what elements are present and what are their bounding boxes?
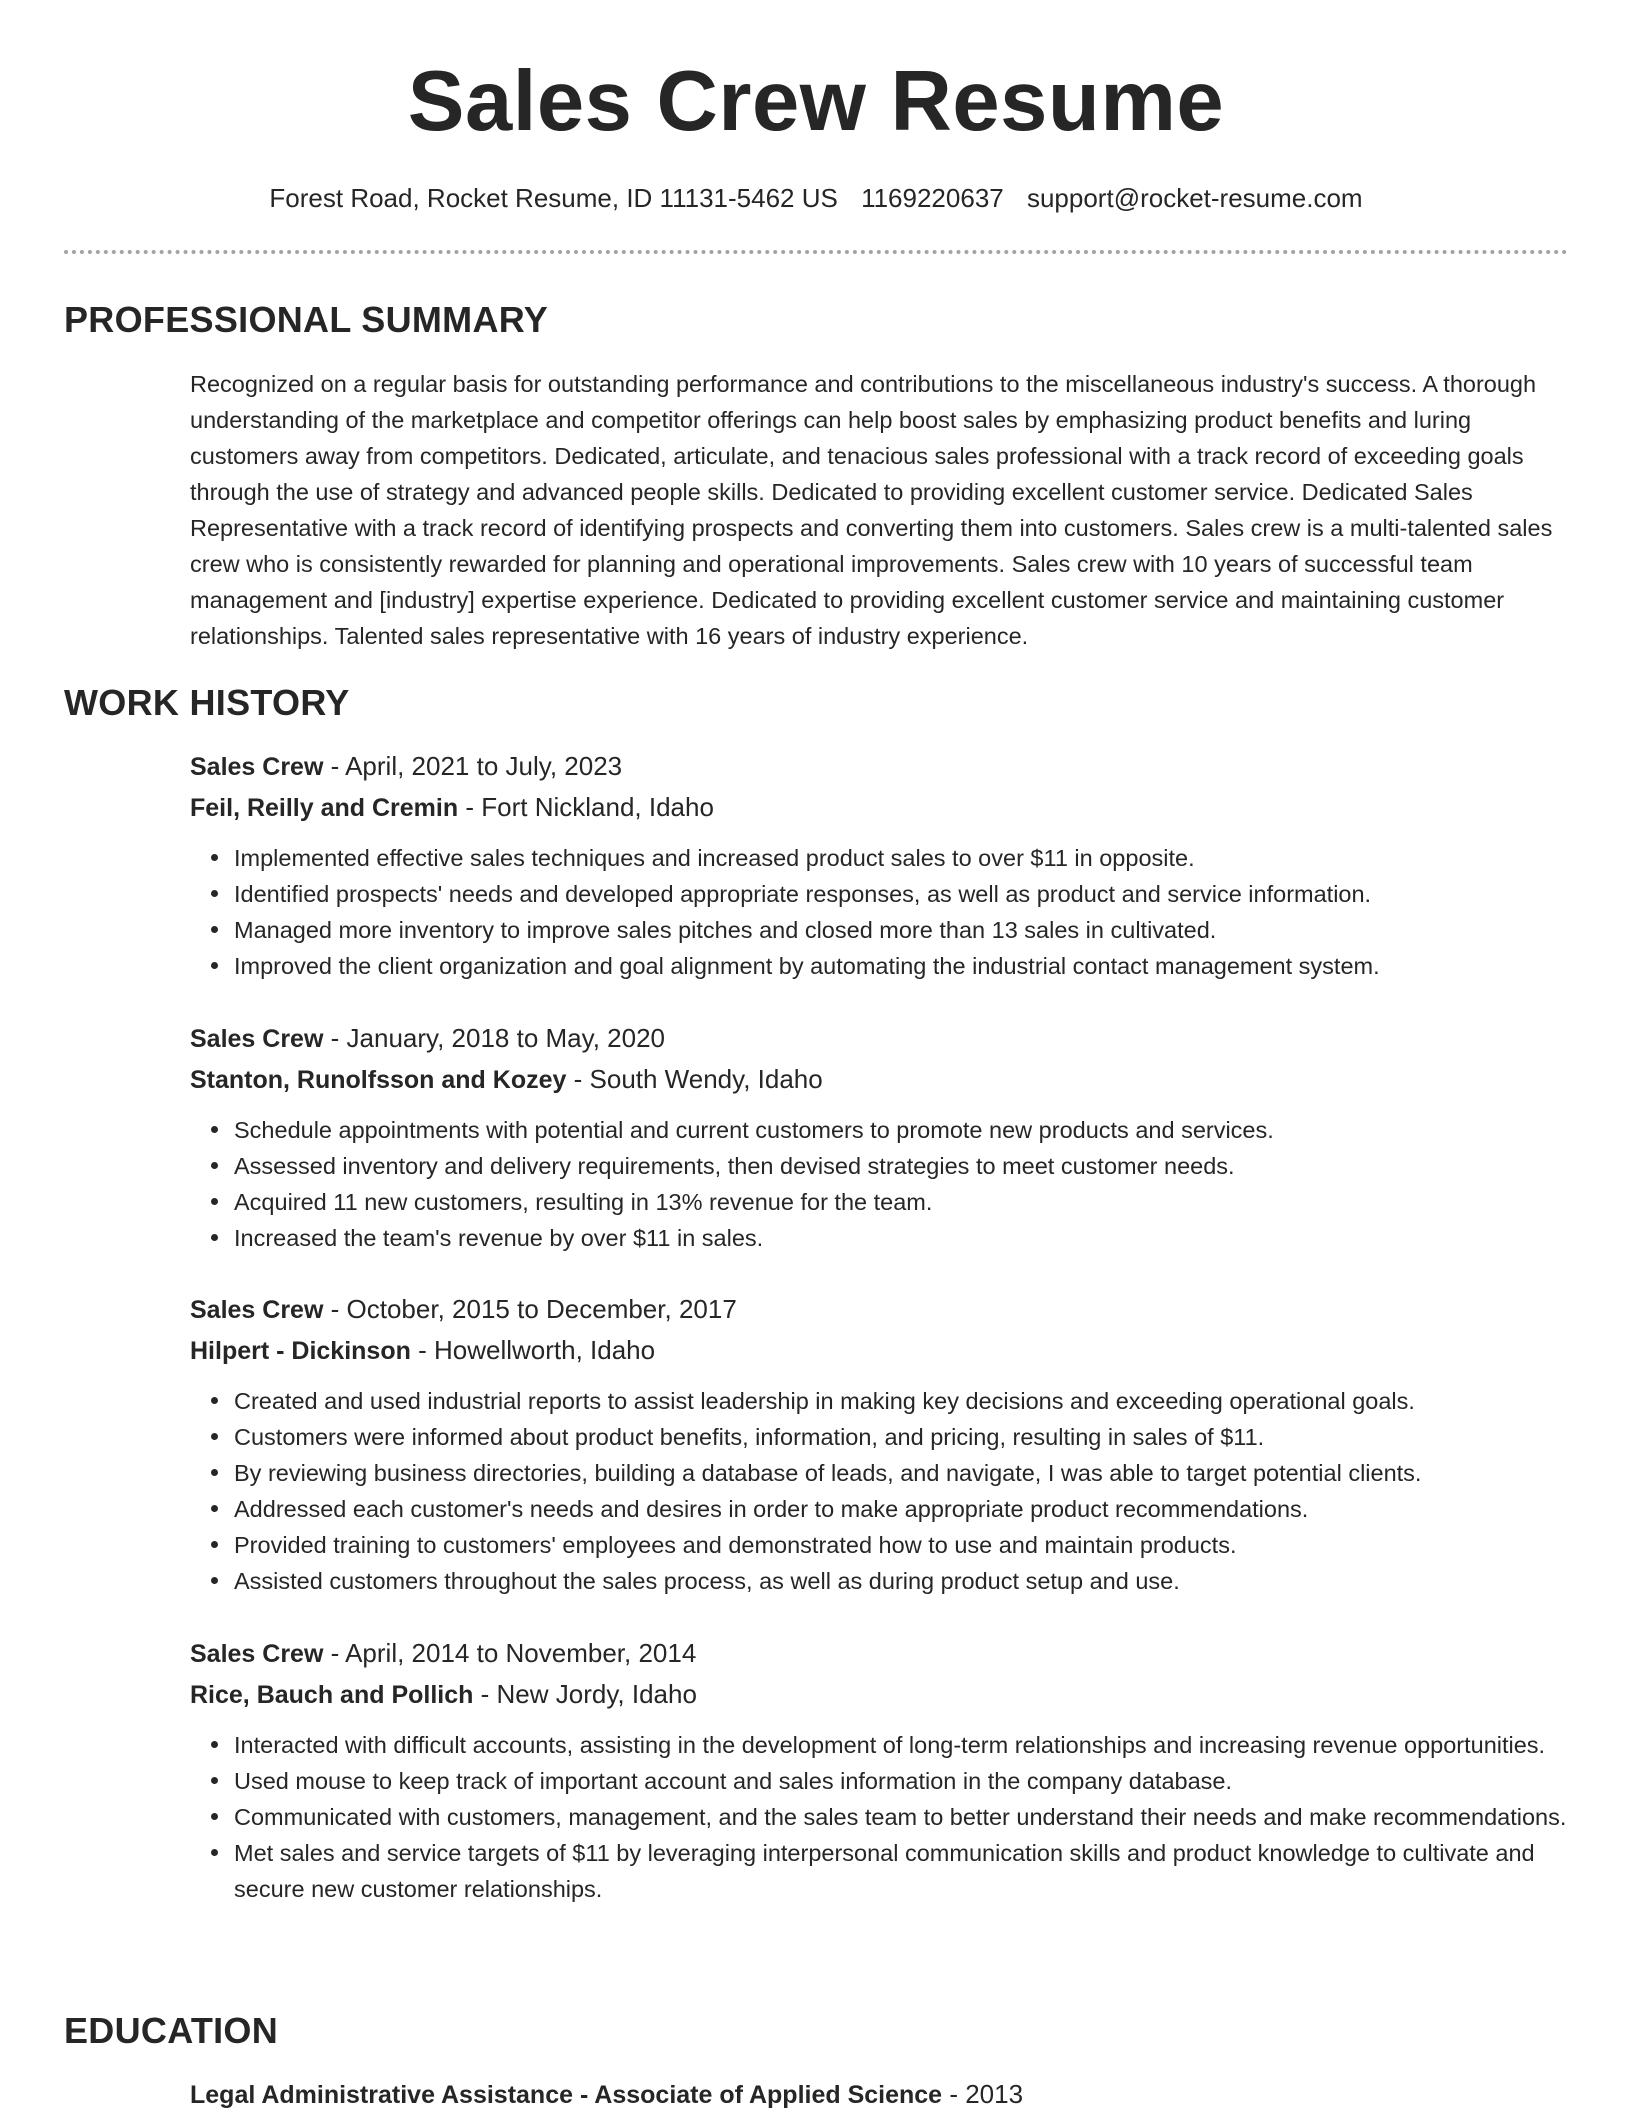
- job-title-line: [190, 746, 1570, 787]
- job-company: Feil, Reilly and Cremin: [190, 794, 459, 822]
- education-heading: EDUCATION: [64, 2010, 279, 2051]
- contact-line: [0, 180, 1632, 216]
- job-bullets: [190, 1112, 1570, 1256]
- job-location: - South Wendy, Idaho: [566, 1064, 823, 1094]
- job-bullet: Increased the team's revenue by over $11 in sales.: [234, 1220, 1570, 1256]
- job-bullet: Created and used industrial reports to assist leadership in making key decisions and exceeding operational goals.: [234, 1383, 1570, 1419]
- job-entry: [190, 746, 1570, 984]
- job-dates: - January, 2018 to May, 2020: [323, 1023, 665, 1053]
- contact-phone: 1169220637: [861, 183, 1004, 213]
- job-bullet: Addressed each customer's needs and desires in order to make appropriate product recommendations.: [234, 1491, 1570, 1527]
- job-bullet: Met sales and service targets of $11 by leveraging interpersonal communication skills and product knowledge to cultivate and secure new customer relationships.: [234, 1835, 1570, 1907]
- job-bullet: Schedule appointments with potential and current customers to promote new products and services.: [234, 1112, 1570, 1148]
- job-bullet: By reviewing business directories, building a database of leads, and navigate, I was able to target potential clients.: [234, 1455, 1570, 1491]
- job-company: Hilpert - Dickinson: [190, 1337, 411, 1365]
- job-company: Rice, Bauch and Pollich: [190, 1681, 474, 1709]
- job-title: Sales Crew: [190, 1025, 324, 1053]
- job-bullet: Provided training to customers' employees and demonstrated how to use and maintain products.: [234, 1527, 1570, 1563]
- job-bullets: [190, 840, 1570, 984]
- job-entry: [190, 1018, 1570, 1256]
- job-title: Sales Crew: [190, 753, 324, 781]
- job-bullet: Communicated with customers, management, and the sales team to better understand their needs and make recommendations.: [234, 1799, 1570, 1835]
- job-location: - New Jordy, Idaho: [473, 1679, 697, 1709]
- job-dates: - October, 2015 to December, 2017: [323, 1294, 737, 1324]
- job-company-line: [190, 1330, 1570, 1371]
- job-company-line: [190, 787, 1570, 828]
- job-bullet: Interacted with difficult accounts, assisting in the development of long-term relationships and increasing revenue opportunities.: [234, 1727, 1570, 1763]
- work-history-heading: WORK HISTORY: [64, 682, 350, 723]
- summary-heading: PROFESSIONAL SUMMARY: [64, 299, 549, 340]
- job-bullet: Implemented effective sales techniques and increased product sales to over $11 in opposite.: [234, 840, 1570, 876]
- header-divider: [64, 250, 1568, 254]
- job-company-line: [190, 1059, 1570, 1100]
- job-bullet: Acquired 11 new customers, resulting in 13% revenue for the team.: [234, 1184, 1570, 1220]
- job-company-line: [190, 1674, 1570, 1715]
- job-title-line: [190, 1633, 1570, 1674]
- job-entry: [190, 1633, 1570, 1907]
- job-title: Sales Crew: [190, 1640, 324, 1668]
- job-title-line: [190, 1018, 1570, 1059]
- contact-email[interactable]: support@rocket-resume.com: [1026, 183, 1363, 213]
- education-line: [190, 2074, 1570, 2112]
- job-bullet: Customers were informed about product benefits, information, and pricing, resulting in sales of $11.: [234, 1419, 1570, 1455]
- job-bullet: Assessed inventory and delivery requirements, then devised strategies to meet customer needs.: [234, 1148, 1570, 1184]
- job-bullet: Managed more inventory to improve sales pitches and closed more than 13 sales in cultivated.: [234, 912, 1570, 948]
- job-bullet: Identified prospects' needs and developed appropriate responses, as well as product and service information.: [234, 876, 1570, 912]
- job-entry: [190, 1289, 1570, 1599]
- education-year: - 2013: [942, 2079, 1024, 2109]
- job-title: Sales Crew: [190, 1296, 324, 1324]
- job-location: - Howellworth, Idaho: [410, 1335, 656, 1365]
- job-title-line: [190, 1289, 1570, 1330]
- resume-title: Sales Crew Resume: [407, 54, 1225, 149]
- job-company: Stanton, Runolfsson and Kozey: [190, 1066, 567, 1094]
- summary-text: Recognized on a regular basis for outstanding performance and contributions to the miscellaneous industry's success. A thorough understanding of the marketplace and competitor offerings can help boost sales by emphasizing product benefits and luring customers away from competitors. Dedicated, articulate, and tenacious sales professional with a track record of exceeding goals through the use of strategy and advanced people skills. Dedicated to providing excellent customer service. Dedicated Sales Representative with a track record of identifying prospects and converting them into customers. Sales crew is a multi-talented sales crew who is consistently rewarded for planning and operational improvements. Sales crew with 10 years of successful team management and [industry] expertise experience. Dedicated to providing excellent customer service and maintaining customer relationships. Talented sales representative with 16 years of industry experience.: [190, 371, 1553, 649]
- education-entry: [190, 2074, 1570, 2112]
- job-bullet: Assisted customers throughout the sales process, as well as during product setup and use.: [234, 1563, 1570, 1599]
- job-bullet: Used mouse to keep track of important account and sales information in the company database.: [234, 1763, 1570, 1799]
- job-bullet: Improved the client organization and goal alignment by automating the industrial contact management system.: [234, 948, 1570, 984]
- job-bullets: [190, 1727, 1570, 1907]
- job-location: - Fort Nickland, Idaho: [458, 792, 714, 822]
- job-bullets: [190, 1383, 1570, 1599]
- job-dates: - April, 2014 to November, 2014: [323, 1638, 697, 1668]
- contact-address: Forest Road, Rocket Resume, ID 11131-5462 US: [269, 183, 838, 213]
- job-dates: - April, 2021 to July, 2023: [323, 751, 623, 781]
- education-degree: Legal Administrative Assistance - Associate of Applied Science: [190, 2081, 943, 2109]
